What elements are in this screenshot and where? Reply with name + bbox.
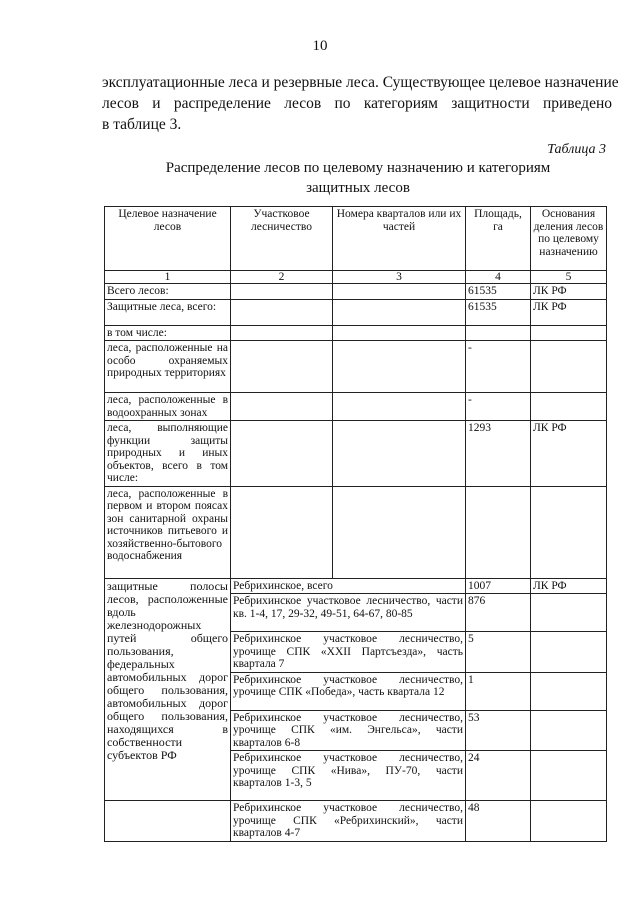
column-number: 2 (231, 271, 333, 284)
page-number: 10 (312, 38, 328, 54)
cell-forestry: Ребрихинское участковое лесничество, части кв. 1-4, 17, 29-32, 49-51, 64-67, 80-85 (231, 594, 466, 632)
cell-basis (531, 486, 607, 578)
cell-quarters (333, 284, 466, 300)
cell-area: 1 (466, 672, 531, 710)
cell-basis (531, 393, 607, 421)
column-number: 3 (333, 271, 466, 284)
cell-basis (531, 672, 607, 710)
column-number: 1 (105, 271, 231, 284)
cell-area: 61535 (466, 284, 531, 300)
cell-forestry (231, 393, 333, 421)
intro-line-1: эксплуатационные леса и резервные леса. Существующее целевое назначение (102, 74, 619, 91)
cell-basis (531, 632, 607, 673)
cell-basis (531, 801, 607, 842)
cell-purpose: леса, расположенные на особо охраняемых природных территориях (105, 341, 231, 393)
cell-area: - (466, 393, 531, 421)
cell-protective-strips: защитные полосы лесов, расположенные вдоль железнодорожных путей общего пользования, федеральных автомобильных дорог общего пользования, автомобильных дорог общего пользования, находящихся в собственности субъектов РФ (105, 578, 231, 801)
cell-area: 53 (466, 710, 531, 751)
column-number-row (105, 271, 607, 284)
cell-area (466, 325, 531, 341)
forest-distribution-table (104, 206, 607, 842)
table-row (105, 486, 607, 578)
cell-quarters (333, 393, 466, 421)
cell-area: 5 (466, 632, 531, 673)
cell-quarters (333, 325, 466, 341)
table-row (105, 801, 607, 842)
cell-area: 48 (466, 801, 531, 842)
table-row (105, 325, 607, 341)
intro-paragraph (102, 72, 619, 135)
table-label: Таблица 3 (547, 142, 606, 157)
cell-area: 876 (466, 594, 531, 632)
cell-purpose: леса, выполняющие функции защиты природных и иных объектов, всего в том числе: (105, 421, 231, 487)
cell-basis: ЛК РФ (531, 284, 607, 300)
table-row (105, 299, 607, 325)
cell-quarters (333, 486, 466, 578)
header-cell: Основания деления лесов по целевому назначению (531, 207, 607, 271)
cell-purpose: леса, расположенные в водоохранных зонах (105, 393, 231, 421)
intro-line-2: лесов и распределение лесов по категориям защитности приведено (102, 95, 612, 112)
cell-purpose: Всего лесов: (105, 284, 231, 300)
cell-forestry: Ребрихинское, всего (231, 578, 466, 594)
cell-forestry (231, 486, 333, 578)
cell-forestry: Ребрихинское участковое лесничество, урочище СПК «Нива», ПУ-70, части кварталов 1-3, 5 (231, 751, 466, 801)
cell-forestry: Ребрихинское участковое лесничество, урочище СПК «Победа», часть квартала 12 (231, 672, 466, 710)
table-title-line-1: Распределение лесов по целевому назначению и категориям (165, 160, 551, 176)
cell-purpose: Защитные леса, всего: (105, 299, 231, 325)
cell-basis (531, 710, 607, 751)
header-cell: Целевое назначение лесов (105, 207, 231, 271)
cell-area (466, 486, 531, 578)
table-row (105, 393, 607, 421)
cell-forestry (231, 325, 333, 341)
table-row (105, 284, 607, 300)
cell-purpose: в том числе: (105, 325, 231, 341)
column-number: 4 (466, 271, 531, 284)
cell-purpose (105, 801, 231, 842)
table-title (100, 158, 616, 198)
cell-forestry (231, 284, 333, 300)
cell-forestry (231, 341, 333, 393)
column-number: 5 (531, 271, 607, 284)
cell-basis (531, 751, 607, 801)
cell-basis (531, 341, 607, 393)
cell-forestry (231, 421, 333, 487)
table-row (105, 421, 607, 487)
cell-area: 1007 (466, 578, 531, 594)
intro-line-3: в таблице 3. (102, 116, 182, 133)
table-title-line-2: защитных лесов (306, 180, 410, 196)
header-cell: Площадь, га (466, 207, 531, 271)
table-row (105, 341, 607, 393)
cell-quarters (333, 421, 466, 487)
cell-area: 61535 (466, 299, 531, 325)
cell-forestry: Ребрихинское участковое лесничество, урочище СПК «Ребрихинский», части кварталов 4-7 (231, 801, 466, 842)
cell-area: 1293 (466, 421, 531, 487)
cell-purpose: леса, расположенные в первом и втором поясах зон санитарной охраны источников питьевого и хозяйственно-бытового водоснабжения (105, 486, 231, 578)
cell-area: 24 (466, 751, 531, 801)
header-cell: Номера кварталов или их частей (333, 207, 466, 271)
cell-basis (531, 325, 607, 341)
cell-quarters (333, 341, 466, 393)
cell-basis: ЛК РФ (531, 578, 607, 594)
cell-forestry: Ребрихинское участковое лесничество, урочище СПК «им. Энгельса», части кварталов 6-8 (231, 710, 466, 751)
cell-forestry: Ребрихинское участковое лесничество, урочище СПК «XXII Партсъезда», часть квартала 7 (231, 632, 466, 673)
cell-forestry (231, 299, 333, 325)
cell-basis: ЛК РФ (531, 299, 607, 325)
header-cell: Участковое лесничество (231, 207, 333, 271)
cell-basis (531, 594, 607, 632)
cell-quarters (333, 299, 466, 325)
cell-area: - (466, 341, 531, 393)
table-header-row (105, 207, 607, 271)
table-row (105, 578, 607, 594)
cell-basis: ЛК РФ (531, 421, 607, 487)
